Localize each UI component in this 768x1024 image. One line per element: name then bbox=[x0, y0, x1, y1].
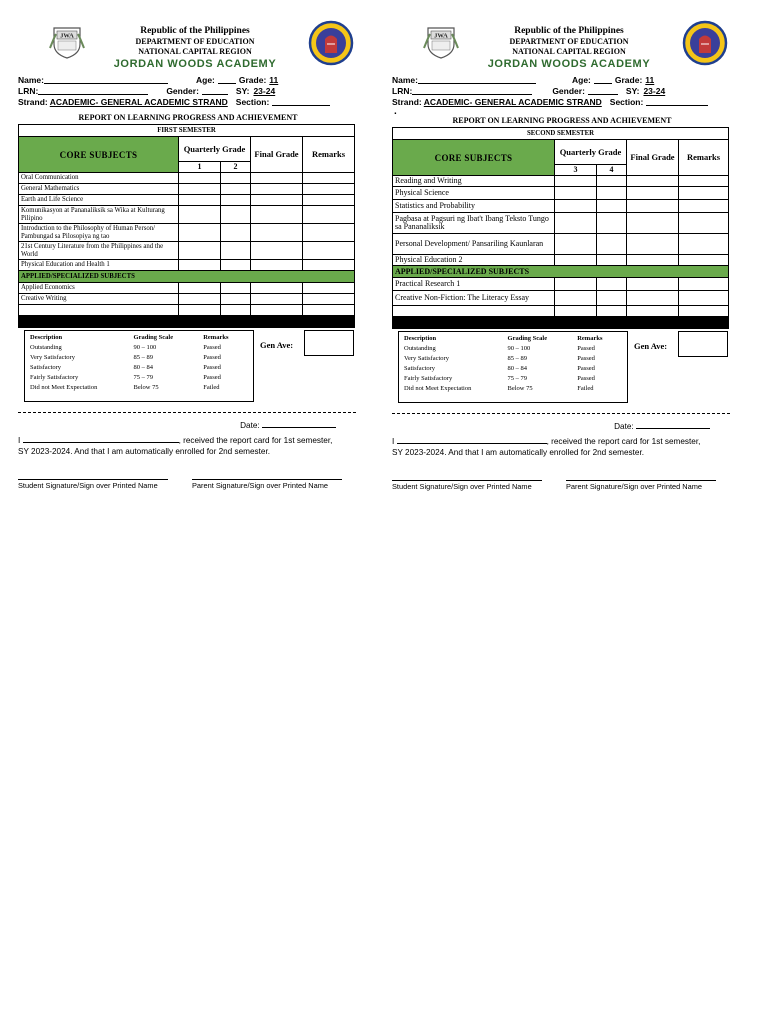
school-logo-icon bbox=[48, 24, 86, 60]
card-header bbox=[18, 18, 358, 76]
scale-header: Description bbox=[404, 335, 437, 342]
subject-name bbox=[19, 305, 179, 316]
final-grade-cell[interactable] bbox=[627, 278, 679, 291]
table-row bbox=[393, 234, 729, 255]
grade-cell[interactable] bbox=[597, 306, 627, 317]
grade-cell[interactable] bbox=[597, 291, 627, 306]
lrn-field[interactable] bbox=[38, 86, 148, 95]
scale-range: 75 – 79 bbox=[133, 374, 154, 381]
grade-cell[interactable] bbox=[221, 260, 251, 271]
remarks-cell[interactable] bbox=[679, 200, 729, 213]
subject-name: Physical Science bbox=[393, 187, 555, 200]
grade-cell[interactable] bbox=[597, 234, 627, 255]
quarterly-grade-header: Quarterly Grade bbox=[179, 137, 251, 162]
student-signature-line[interactable] bbox=[18, 479, 168, 480]
table-row bbox=[393, 306, 729, 317]
subject-name: Oral Communication bbox=[19, 173, 179, 184]
scale-header: Grading Scale bbox=[133, 334, 174, 341]
ack-prefix: I bbox=[18, 436, 21, 445]
remarks-header: Remarks bbox=[679, 140, 729, 176]
sy-value: 23-24 bbox=[643, 86, 666, 96]
grade-label: Grade: bbox=[614, 75, 643, 85]
region-heading: NATIONAL CAPITAL REGION bbox=[138, 47, 252, 56]
gender-field[interactable] bbox=[588, 86, 618, 95]
grade-cell[interactable] bbox=[597, 213, 627, 234]
section-label: Section: bbox=[235, 97, 270, 107]
core-subjects-header: CORE SUBJECTS bbox=[19, 137, 179, 173]
table-row bbox=[19, 242, 355, 260]
student-signature-label: Student Signature/Sign over Printed Name bbox=[392, 482, 532, 491]
scale-range: 85 – 89 bbox=[133, 354, 154, 361]
table-row bbox=[19, 224, 355, 242]
applied-subjects-header: APPLIED/SPECIALIZED SUBJECTS bbox=[393, 266, 729, 278]
grading-scale-box bbox=[24, 330, 254, 402]
grade-cell[interactable] bbox=[221, 283, 251, 294]
final-grade-cell[interactable] bbox=[627, 176, 679, 187]
grade-cell[interactable] bbox=[555, 176, 597, 187]
grade-cell[interactable] bbox=[221, 195, 251, 206]
table-row bbox=[19, 173, 355, 184]
grading-scale-box bbox=[398, 331, 628, 403]
section-label: Section: bbox=[609, 97, 644, 107]
gen-ave-field[interactable] bbox=[304, 330, 354, 356]
subject-name: Practical Research 1 bbox=[393, 278, 555, 291]
scale-remarks: Passed bbox=[577, 365, 595, 372]
scale-range: 85 – 89 bbox=[507, 355, 528, 362]
age-field[interactable] bbox=[594, 75, 612, 84]
student-signature-line[interactable] bbox=[392, 480, 542, 481]
scale-range: 80 – 84 bbox=[507, 365, 528, 372]
ack-line2: SY 2023-2024. And that I am automatically enrolled for 2nd semester. bbox=[392, 448, 644, 457]
gender-label: Gender: bbox=[166, 86, 199, 96]
republic-heading: Republic of the Philippines bbox=[140, 26, 250, 36]
core-subjects-header: CORE SUBJECTS bbox=[393, 140, 555, 176]
scale-description: Did not Meet Expectation bbox=[404, 385, 472, 392]
scale-remarks: Failed bbox=[203, 384, 220, 391]
semester-title: FIRST SEMESTER bbox=[19, 125, 355, 137]
final-grade-header: Final Grade bbox=[627, 140, 679, 176]
scale-remarks: Failed bbox=[577, 385, 594, 392]
grade-cell[interactable] bbox=[597, 187, 627, 200]
final-grade-cell[interactable] bbox=[251, 195, 303, 206]
table-divider bbox=[393, 317, 729, 329]
school-name: JORDAN WOODS ACADEMY bbox=[487, 58, 651, 70]
grade-cell[interactable] bbox=[179, 173, 221, 184]
ack-name-field[interactable] bbox=[397, 435, 547, 444]
table-row bbox=[393, 291, 729, 306]
gender-field[interactable] bbox=[202, 86, 228, 95]
school-logo-icon bbox=[422, 24, 460, 60]
grade-cell[interactable] bbox=[597, 200, 627, 213]
scale-range: Below 75 bbox=[133, 384, 159, 391]
card-header bbox=[392, 18, 732, 76]
subject-name: Applied Economics bbox=[19, 283, 179, 294]
subject-name: Personal Development/ Pansariling Kaunlaran bbox=[393, 234, 555, 255]
subject-name: Earth and Life Science bbox=[19, 195, 179, 206]
subject-name: Pagbasa at Pagsuri ng Ibat't Ibang Teksto Tungo sa Pananaliksik bbox=[393, 213, 555, 234]
gen-ave-field[interactable] bbox=[678, 331, 728, 357]
table-divider bbox=[19, 316, 355, 328]
final-grade-cell[interactable] bbox=[627, 255, 679, 266]
name-field[interactable] bbox=[418, 75, 536, 84]
lower-section bbox=[18, 330, 358, 412]
grade-cell[interactable] bbox=[221, 224, 251, 242]
grade-cell[interactable] bbox=[179, 294, 221, 305]
date-field[interactable] bbox=[262, 419, 336, 428]
student-info bbox=[392, 75, 732, 116]
subject-name bbox=[393, 306, 555, 317]
scale-remarks: Passed bbox=[203, 344, 221, 351]
final-grade-cell[interactable] bbox=[251, 242, 303, 260]
grades-table bbox=[18, 124, 355, 328]
subject-name: Statistics and Probability bbox=[393, 200, 555, 213]
grade-cell[interactable] bbox=[179, 260, 221, 271]
remarks-cell[interactable] bbox=[679, 306, 729, 317]
gen-ave-label: Gen Ave: bbox=[260, 340, 294, 350]
section-field[interactable] bbox=[646, 97, 708, 106]
grade-cell[interactable] bbox=[179, 184, 221, 195]
table-row bbox=[393, 187, 729, 200]
remarks-cell[interactable] bbox=[303, 242, 355, 260]
final-grade-cell[interactable] bbox=[251, 206, 303, 224]
report-card-first-semester bbox=[18, 18, 358, 490]
svg-text:JWA: JWA bbox=[60, 32, 74, 40]
section-field[interactable] bbox=[272, 97, 330, 106]
grade-cell[interactable] bbox=[179, 283, 221, 294]
scale-range: 90 – 100 bbox=[507, 345, 531, 352]
table-row bbox=[19, 305, 355, 316]
grade-cell[interactable] bbox=[555, 187, 597, 200]
ack-name-field[interactable] bbox=[23, 434, 179, 443]
subject-name: Reading and Writing bbox=[393, 176, 555, 187]
grade-cell[interactable] bbox=[555, 278, 597, 291]
scale-header: Grading Scale bbox=[507, 335, 548, 342]
grade-cell[interactable] bbox=[597, 255, 627, 266]
final-grade-header: Final Grade bbox=[251, 137, 303, 173]
subject-name: Physical Education and Health 1 bbox=[19, 260, 179, 271]
grades-table bbox=[392, 127, 729, 329]
grade-label: Grade: bbox=[238, 75, 267, 85]
republic-heading: Republic of the Philippines bbox=[514, 26, 624, 36]
final-grade-cell[interactable] bbox=[251, 294, 303, 305]
grade-cell[interactable] bbox=[555, 291, 597, 306]
grade-cell[interactable] bbox=[221, 294, 251, 305]
ack-prefix: I bbox=[392, 437, 395, 446]
final-grade-cell[interactable] bbox=[251, 283, 303, 294]
scale-description: Outstanding bbox=[30, 344, 62, 351]
scale-header: Remarks bbox=[577, 335, 603, 342]
remarks-cell[interactable] bbox=[303, 294, 355, 305]
grade-cell[interactable] bbox=[179, 206, 221, 224]
gender-label: Gender: bbox=[552, 86, 585, 96]
scale-remarks: Passed bbox=[577, 345, 595, 352]
grade-cell[interactable] bbox=[597, 176, 627, 187]
scale-range: 90 – 100 bbox=[133, 344, 157, 351]
department-heading: DEPARTMENT OF EDUCATION bbox=[509, 37, 629, 46]
remarks-cell[interactable] bbox=[303, 184, 355, 195]
cut-line bbox=[18, 412, 356, 413]
scale-remarks: Passed bbox=[577, 375, 595, 382]
subject-name: 21st Century Literature from the Philippines and the World bbox=[19, 242, 179, 260]
grade-cell[interactable] bbox=[555, 234, 597, 255]
student-signature-label: Student Signature/Sign over Printed Name bbox=[18, 481, 158, 490]
final-grade-cell[interactable] bbox=[251, 260, 303, 271]
table-row bbox=[393, 200, 729, 213]
final-grade-cell[interactable] bbox=[627, 234, 679, 255]
table-row bbox=[393, 176, 729, 187]
remarks-cell[interactable] bbox=[679, 176, 729, 187]
subject-name: Physical Education 2 bbox=[393, 255, 555, 266]
parent-signature-label: Parent Signature/Sign over Printed Name bbox=[566, 482, 702, 491]
grade-cell[interactable] bbox=[179, 305, 221, 316]
acknowledgement-slip bbox=[392, 420, 732, 458]
age-label: Age: bbox=[571, 75, 591, 85]
parent-signature-line[interactable] bbox=[192, 479, 342, 480]
final-grade-cell[interactable] bbox=[627, 306, 679, 317]
parent-signature-line[interactable] bbox=[566, 480, 716, 481]
sy-label: SY: bbox=[235, 86, 250, 96]
table-row bbox=[19, 294, 355, 305]
subject-name: Introduction to the Philosophy of Human Person/ Pambungad sa Pilosopiya ng tao bbox=[19, 224, 179, 242]
applied-subjects-header: APPLIED/SPECIALIZED SUBJECTS bbox=[19, 271, 355, 283]
stray-dot: . bbox=[394, 106, 397, 117]
ack-line1: , received the report card for 1st semester, bbox=[546, 437, 701, 446]
parent-signature-label: Parent Signature/Sign over Printed Name bbox=[192, 481, 328, 490]
grade-cell[interactable] bbox=[555, 213, 597, 234]
table-row bbox=[393, 278, 729, 291]
lrn-label: LRN: bbox=[392, 86, 413, 96]
final-grade-cell[interactable] bbox=[627, 187, 679, 200]
strand-label: Strand: bbox=[392, 97, 422, 107]
quarter-3-header: 3 bbox=[555, 165, 597, 176]
grade-cell[interactable] bbox=[221, 242, 251, 260]
quarter-1-header: 1 bbox=[179, 162, 221, 173]
age-field[interactable] bbox=[218, 75, 236, 84]
grade-value: 11 bbox=[645, 75, 655, 85]
grade-cell[interactable] bbox=[179, 242, 221, 260]
table-row bbox=[19, 206, 355, 224]
scale-range: Below 75 bbox=[507, 385, 533, 392]
deped-seal-icon bbox=[682, 20, 728, 66]
scale-remarks: Passed bbox=[203, 364, 221, 371]
scale-range: 75 – 79 bbox=[507, 375, 528, 382]
grade-cell[interactable] bbox=[597, 278, 627, 291]
header-text bbox=[88, 26, 302, 71]
remarks-cell[interactable] bbox=[679, 278, 729, 291]
remarks-cell[interactable] bbox=[303, 283, 355, 294]
gen-ave-label: Gen Ave: bbox=[634, 341, 668, 351]
scale-description: Satisfactory bbox=[30, 364, 62, 371]
table-row bbox=[19, 184, 355, 195]
lrn-label: LRN: bbox=[18, 86, 39, 96]
scale-header: Description bbox=[30, 334, 63, 341]
table-row bbox=[393, 213, 729, 234]
table-row bbox=[19, 260, 355, 271]
table-row bbox=[393, 255, 729, 266]
date-label: Date: bbox=[614, 422, 634, 431]
final-grade-cell[interactable] bbox=[627, 291, 679, 306]
grade-cell[interactable] bbox=[221, 305, 251, 316]
scale-description: Outstanding bbox=[404, 345, 436, 352]
grade-cell[interactable] bbox=[555, 306, 597, 317]
scale-description: Very Satisfactory bbox=[404, 355, 449, 362]
scale-description: Fairly Satisfactory bbox=[30, 374, 79, 381]
signatures bbox=[392, 480, 732, 491]
semester-title: SECOND SEMESTER bbox=[393, 128, 729, 140]
name-label: Name: bbox=[392, 75, 418, 85]
remarks-cell[interactable] bbox=[303, 260, 355, 271]
subject-name: Creative Non-Fiction: The Literacy Essay bbox=[393, 291, 555, 306]
lrn-field[interactable] bbox=[412, 86, 532, 95]
final-grade-cell[interactable] bbox=[627, 200, 679, 213]
school-name: JORDAN WOODS ACADEMY bbox=[113, 58, 277, 70]
scale-remarks: Passed bbox=[577, 355, 595, 362]
acknowledgement-slip bbox=[18, 419, 358, 457]
grade-cell[interactable] bbox=[221, 173, 251, 184]
quarter-4-header: 4 bbox=[597, 165, 627, 176]
scale-description: Satisfactory bbox=[404, 365, 436, 372]
department-heading: DEPARTMENT OF EDUCATION bbox=[135, 37, 255, 46]
strand-label: Strand: bbox=[18, 97, 48, 107]
ack-line1: , received the report card for 1st semester, bbox=[178, 436, 333, 445]
signatures bbox=[18, 479, 358, 490]
subject-name: General Mathematics bbox=[19, 184, 179, 195]
date-field[interactable] bbox=[636, 420, 710, 429]
sy-value: 23-24 bbox=[253, 86, 276, 96]
grade-cell[interactable] bbox=[179, 195, 221, 206]
report-title: REPORT ON LEARNING PROGRESS AND ACHIEVEMENT bbox=[452, 116, 672, 125]
lower-section bbox=[392, 331, 732, 413]
region-heading: NATIONAL CAPITAL REGION bbox=[512, 47, 626, 56]
grade-cell[interactable] bbox=[221, 206, 251, 224]
scale-remarks: Passed bbox=[203, 354, 221, 361]
remarks-cell[interactable] bbox=[303, 195, 355, 206]
header-text bbox=[462, 26, 676, 71]
remarks-cell[interactable] bbox=[303, 173, 355, 184]
quarterly-grade-header: Quarterly Grade bbox=[555, 140, 627, 165]
date-label: Date: bbox=[240, 421, 260, 430]
remarks-cell[interactable] bbox=[679, 234, 729, 255]
subject-name: Komunikasyon at Pananaliksik sa Wika at Kulturang Pilipino bbox=[19, 206, 179, 224]
subject-name: Creative Writing bbox=[19, 294, 179, 305]
scale-description: Did not Meet Expectation bbox=[30, 384, 98, 391]
remarks-cell[interactable] bbox=[303, 224, 355, 242]
grade-cell[interactable] bbox=[179, 224, 221, 242]
deped-seal-icon bbox=[308, 20, 354, 66]
remarks-cell[interactable] bbox=[679, 187, 729, 200]
scale-range: 80 – 84 bbox=[133, 364, 154, 371]
sy-label: SY: bbox=[625, 86, 640, 96]
svg-text:JWA: JWA bbox=[434, 32, 448, 40]
cut-line bbox=[392, 413, 730, 414]
grade-cell[interactable] bbox=[555, 255, 597, 266]
ack-line2: SY 2023-2024. And that I am automatically enrolled for 2nd semester. bbox=[18, 447, 270, 456]
strand-value: ACADEMIC- GENERAL ACADEMIC STRAND bbox=[49, 97, 228, 107]
name-field[interactable] bbox=[44, 75, 168, 84]
final-grade-cell[interactable] bbox=[251, 305, 303, 316]
report-title: REPORT ON LEARNING PROGRESS AND ACHIEVEMENT bbox=[78, 113, 298, 122]
remarks-cell[interactable] bbox=[679, 213, 729, 234]
scale-description: Fairly Satisfactory bbox=[404, 375, 453, 382]
remarks-cell[interactable] bbox=[679, 291, 729, 306]
final-grade-cell[interactable] bbox=[251, 173, 303, 184]
remarks-cell[interactable] bbox=[303, 206, 355, 224]
name-label: Name: bbox=[18, 75, 44, 85]
grade-value: 11 bbox=[269, 75, 279, 85]
scale-header: Remarks bbox=[203, 334, 229, 341]
quarter-2-header: 2 bbox=[221, 162, 251, 173]
table-row bbox=[19, 283, 355, 294]
remarks-header: Remarks bbox=[303, 137, 355, 173]
final-grade-cell[interactable] bbox=[627, 213, 679, 234]
strand-value: ACADEMIC- GENERAL ACADEMIC STRAND bbox=[423, 97, 602, 107]
remarks-cell[interactable] bbox=[679, 255, 729, 266]
grade-cell[interactable] bbox=[555, 200, 597, 213]
remarks-cell[interactable] bbox=[303, 305, 355, 316]
scale-description: Very Satisfactory bbox=[30, 354, 75, 361]
final-grade-cell[interactable] bbox=[251, 224, 303, 242]
grade-cell[interactable] bbox=[221, 184, 251, 195]
table-row bbox=[19, 195, 355, 206]
scale-remarks: Passed bbox=[203, 374, 221, 381]
final-grade-cell[interactable] bbox=[251, 184, 303, 195]
student-info bbox=[18, 75, 358, 108]
report-card-second-semester bbox=[392, 18, 732, 491]
age-label: Age: bbox=[195, 75, 215, 85]
